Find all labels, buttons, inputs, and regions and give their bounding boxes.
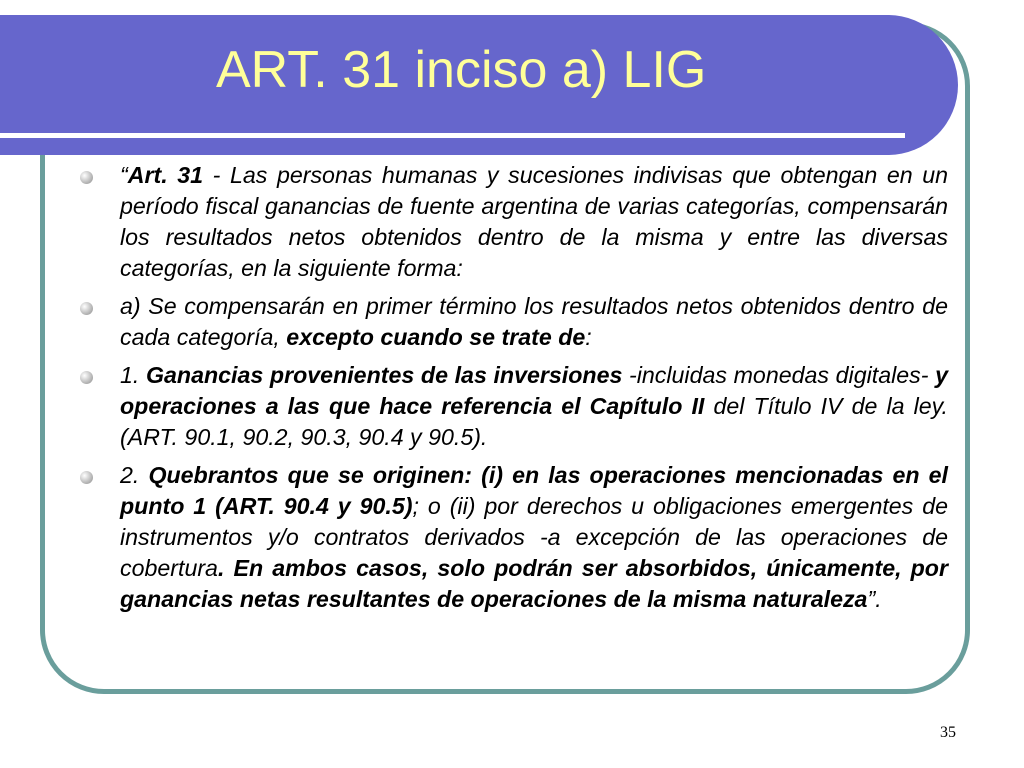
title-underline [0, 133, 905, 138]
bullet-item-point-2 [80, 460, 948, 615]
text-run: : [585, 324, 592, 350]
slide-body [80, 160, 948, 622]
text-run: -incluidas monedas digitales- [622, 362, 936, 388]
text-run-bold: Ganancias provenientes de las inversiones [146, 362, 623, 388]
text-run-bold: y operaciones a las que hace referencia el Capítulo II [120, 362, 948, 419]
bullet-icon [80, 171, 93, 184]
page-number: 35 [940, 724, 956, 741]
text-run-bold: Art. 31 [127, 162, 204, 188]
slide-title: ART. 31 inciso a) LIG [216, 41, 707, 99]
text-run: ; o (ii) por derechos u obligaciones emergentes de instrumentos y/o contratos derivados -a excepción de las operaciones de cobertura [120, 493, 948, 581]
bullet-icon [80, 371, 93, 384]
text-run: 1. [120, 362, 146, 388]
text-run: “ [120, 162, 128, 188]
bullet-item-art-31 [80, 160, 948, 284]
text-run-bold: . En ambos casos, solo podrán ser absorbidos, únicamente, por ganancias netas resultantes de operaciones de la misma naturaleza [120, 555, 948, 612]
bullet-item-inciso-a [80, 291, 948, 353]
text-run: ”. [867, 586, 882, 612]
text-run: del Título IV de la ley.(ART. 90.1, 90.2, 90.3, 90.4 y 90.5). [120, 393, 948, 450]
text-run: 2. [120, 462, 149, 488]
bullet-icon [80, 471, 93, 484]
text-run-bold: excepto cuando se trate de [286, 324, 586, 350]
text-run: - Las personas humanas y sucesiones indivisas que obtengan en un período fiscal ganancias de fuente argentina de varias categorías, compensarán los resultados netos obtenidos dentro de la misma y entre las diversas categorías, en la siguiente forma: [120, 162, 948, 281]
text-run: a) Se compensarán en primer término los resultados netos obtenidos dentro de cada categoría, [120, 293, 948, 350]
text-run-bold: Quebrantos que se originen: (i) en las operaciones mencionadas en el punto 1 (ART. 90.4 y 90.5) [120, 462, 948, 519]
bullet-item-point-1 [80, 360, 948, 453]
bullet-icon [80, 302, 93, 315]
